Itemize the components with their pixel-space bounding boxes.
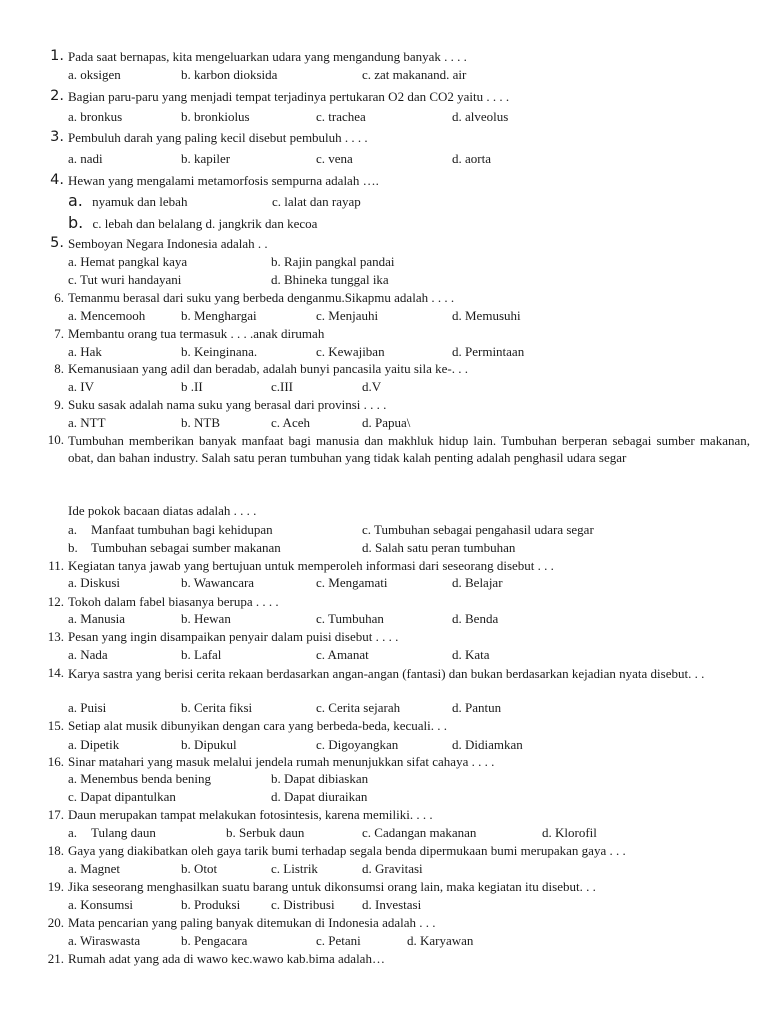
option: c. Tumbuhan sebagai pengahasil udara segar bbox=[362, 522, 594, 537]
option: c. Petani bbox=[316, 933, 361, 948]
question-number: 18. bbox=[47, 843, 64, 858]
option: b. Hewan bbox=[181, 611, 231, 626]
question-number: 15. bbox=[47, 718, 64, 733]
option: d. aorta bbox=[452, 151, 491, 166]
option: c. Dapat dipantulkan bbox=[68, 789, 176, 804]
option: a. Magnet bbox=[68, 861, 120, 876]
option: b. Lafal bbox=[181, 647, 222, 662]
question-number: 7. bbox=[54, 326, 64, 341]
option: d. Investasi bbox=[362, 897, 422, 912]
option: c. zat makanand. air bbox=[362, 67, 467, 82]
option-letter: b. bbox=[68, 540, 78, 555]
option: a. Wiraswasta bbox=[68, 933, 141, 948]
option: a. IV bbox=[68, 379, 94, 394]
question-10-passage: Tumbuhan memberikan banyak manfaat bagi manusia dan makhluk hidup lain. Tumbuhan berperan sebagai sumber makanan, obat, dan bahan industry. Salah satu peran tumbuhan yang tidak kalah penting adalah penghasil udara segar bbox=[68, 433, 750, 465]
question-text: Pesan yang ingin disampaikan penyair dalam puisi disebut . . . . bbox=[68, 629, 399, 644]
option: d. alveolus bbox=[452, 109, 509, 124]
question-number: 12. bbox=[47, 594, 64, 609]
option: c. Mengamati bbox=[316, 575, 388, 590]
option: b. Menghargai bbox=[181, 308, 257, 323]
option: d. Klorofil bbox=[542, 825, 597, 840]
question-prompt: Ide pokok bacaan diatas adalah . . . . bbox=[68, 503, 257, 518]
question-text: Rumah adat yang ada di wawo kec.wawo kab.bima adalah… bbox=[68, 951, 385, 966]
option: b. bronkiolus bbox=[181, 109, 250, 124]
question-text: Suku sasak adalah nama suku yang berasal dari provinsi . . . . bbox=[68, 397, 387, 412]
option: c. vena bbox=[316, 151, 353, 166]
option: c. Tumbuhan bbox=[316, 611, 384, 626]
option: b. Dipukul bbox=[181, 737, 237, 752]
question-number: 17. bbox=[47, 807, 64, 822]
option: c. Aceh bbox=[271, 415, 310, 430]
question-14-text: Karya sastra yang berisi cerita rekaan berdasarkan angan-angan (fantasi) dan bukan berdasarkan kejadian nyata disebut. . . bbox=[68, 666, 705, 681]
option: Tumbuhan sebagai sumber makanan bbox=[91, 540, 281, 555]
question-number: 6. bbox=[54, 290, 64, 305]
option: c. Kewajiban bbox=[316, 344, 385, 359]
option: d. Papua\ bbox=[362, 415, 411, 430]
option: a. Nada bbox=[68, 647, 108, 662]
option: b. kapiler bbox=[181, 151, 231, 166]
option: b .II bbox=[181, 379, 203, 394]
option-letter: b. bbox=[68, 213, 84, 232]
option: b. Dapat dibiaskan bbox=[271, 771, 369, 786]
option: b. Cerita fiksi bbox=[181, 700, 253, 715]
option: c. Amanat bbox=[316, 647, 369, 662]
question-number: 4. bbox=[50, 172, 64, 188]
option: b. karbon dioksida bbox=[181, 67, 278, 82]
option: d. Gravitasi bbox=[362, 861, 423, 876]
question-number: 19. bbox=[47, 879, 64, 894]
option: a. oksigen bbox=[68, 67, 121, 82]
question-text: Jika seseorang menghasilkan suatu barang untuk dikonsumsi orang lain, maka kegiatan itu disebut. . . bbox=[68, 879, 596, 894]
option-letter: a. bbox=[68, 825, 78, 840]
option: a. bronkus bbox=[68, 109, 123, 124]
option: d. Karyawan bbox=[407, 933, 474, 948]
option: b. Rajin pangkal pandai bbox=[271, 254, 395, 269]
option: d. Memusuhi bbox=[452, 308, 521, 323]
option-text: c. lebah dan belalang d. jangkrik dan kecoa bbox=[92, 216, 318, 231]
question-number: 1. bbox=[50, 48, 64, 64]
option: c. Digoyangkan bbox=[316, 737, 399, 752]
option: a. Hak bbox=[68, 344, 102, 359]
question-number: 3. bbox=[50, 129, 64, 145]
option-text: nyamuk dan lebah bbox=[92, 194, 188, 209]
option: a. Mencemooh bbox=[68, 308, 146, 323]
option: d. Bhineka tunggal ika bbox=[271, 272, 389, 287]
option: b. Serbuk daun bbox=[226, 825, 305, 840]
question-text: Daun merupakan tampat melakukan fotosintesis, karena memiliki. . . . bbox=[68, 807, 433, 822]
option: a. Hemat pangkal kaya bbox=[68, 254, 188, 269]
option-letter: a. bbox=[68, 522, 78, 537]
option: b. Keinginana. bbox=[181, 344, 258, 359]
question-number: 2. bbox=[50, 88, 64, 104]
option: Tulang daun bbox=[91, 825, 156, 840]
question-text: Kemanusiaan yang adil dan beradab, adalah bunyi pancasila yaitu sila ke-. . . bbox=[68, 361, 468, 376]
question-number: 13. bbox=[47, 629, 64, 644]
option: b. Otot bbox=[181, 861, 218, 876]
option: d. Dapat diuraikan bbox=[271, 789, 368, 804]
option: a. Puisi bbox=[68, 700, 107, 715]
question-number: 10. bbox=[47, 432, 64, 447]
option: b. Produksi bbox=[181, 897, 241, 912]
question-text: Pembuluh darah yang paling kecil disebut pembuluh . . . . bbox=[68, 130, 368, 145]
option: b. Pengacara bbox=[181, 933, 248, 948]
option: d. Pantun bbox=[452, 700, 502, 715]
option: d. Belajar bbox=[452, 575, 503, 590]
option-letter: a. bbox=[68, 191, 83, 210]
option: a. Dipetik bbox=[68, 737, 120, 752]
question-number: 5. bbox=[50, 235, 64, 251]
option: c. Tut wuri handayani bbox=[68, 272, 182, 287]
option: c. trachea bbox=[316, 109, 366, 124]
option: a. Manusia bbox=[68, 611, 126, 626]
option: a. NTT bbox=[68, 415, 106, 430]
option: b. Wawancara bbox=[181, 575, 255, 590]
option: d.V bbox=[362, 379, 382, 394]
option: d. Permintaan bbox=[452, 344, 525, 359]
question-number: 11. bbox=[48, 558, 64, 573]
question-text: Semboyan Negara Indonesia adalah . . bbox=[68, 236, 268, 251]
option bbox=[68, 215, 317, 232]
option: c. Cadangan makanan bbox=[362, 825, 477, 840]
option: c.III bbox=[271, 379, 294, 394]
option: d. Didiamkan bbox=[452, 737, 523, 752]
option: c. Distribusi bbox=[271, 897, 335, 912]
question-text: Bagian paru-paru yang menjadi tempat terjadinya pertukaran O2 dan CO2 yaitu . . . . bbox=[68, 89, 510, 104]
question-text: Sinar matahari yang masuk melalui jendela rumah menunjukkan sifat cahaya . . . . bbox=[68, 754, 495, 769]
question-text: Temanmu berasal dari suku yang berbeda denganmu.Sikapmu adalah . . . . bbox=[68, 290, 455, 305]
option: c. lalat dan rayap bbox=[272, 194, 361, 209]
option: a. Menembus benda bening bbox=[68, 771, 211, 786]
option: c. Listrik bbox=[271, 861, 318, 876]
option: c. Menjauhi bbox=[316, 308, 379, 323]
question-text: Mata pencarian yang paling banyak ditemukan di Indonesia adalah . . . bbox=[68, 915, 436, 930]
question-number: 8. bbox=[54, 361, 64, 376]
option: d. Kata bbox=[452, 647, 490, 662]
option: c. Cerita sejarah bbox=[316, 700, 401, 715]
option: a. nadi bbox=[68, 151, 103, 166]
option: a. Diskusi bbox=[68, 575, 120, 590]
question-number: 21. bbox=[47, 951, 64, 966]
question-text: Hewan yang mengalami metamorfosis sempurna adalah …. bbox=[68, 173, 379, 188]
question-number: 9. bbox=[54, 397, 64, 412]
question-number: 14. bbox=[47, 665, 64, 680]
question-text: Pada saat bernapas, kita mengeluarkan udara yang mengandung banyak . . . . bbox=[68, 49, 467, 64]
question-text: Setiap alat musik dibunyikan dengan cara yang berbeda-beda, kecuali. . . bbox=[68, 718, 448, 733]
question-text: Gaya yang diakibatkan oleh gaya tarik bumi terhadap segala benda dipermukaan bumi merupakan gaya . . . bbox=[68, 843, 626, 858]
option: a. Konsumsi bbox=[68, 897, 133, 912]
option: b. NTB bbox=[181, 415, 220, 430]
option: d. Benda bbox=[452, 611, 499, 626]
option: d. Salah satu peran tumbuhan bbox=[362, 540, 516, 555]
option: Manfaat tumbuhan bagi kehidupan bbox=[91, 522, 273, 537]
question-text: Kegiatan tanya jawab yang bertujuan untuk memperoleh informasi dari seseorang disebut . . . bbox=[68, 558, 554, 573]
option bbox=[68, 193, 187, 210]
question-number: 20. bbox=[47, 915, 64, 930]
question-text: Membantu orang tua termasuk . . . .anak dirumah bbox=[68, 326, 325, 341]
question-number: 16. bbox=[47, 754, 64, 769]
question-text: Tokoh dalam fabel biasanya berupa . . . . bbox=[68, 594, 279, 609]
